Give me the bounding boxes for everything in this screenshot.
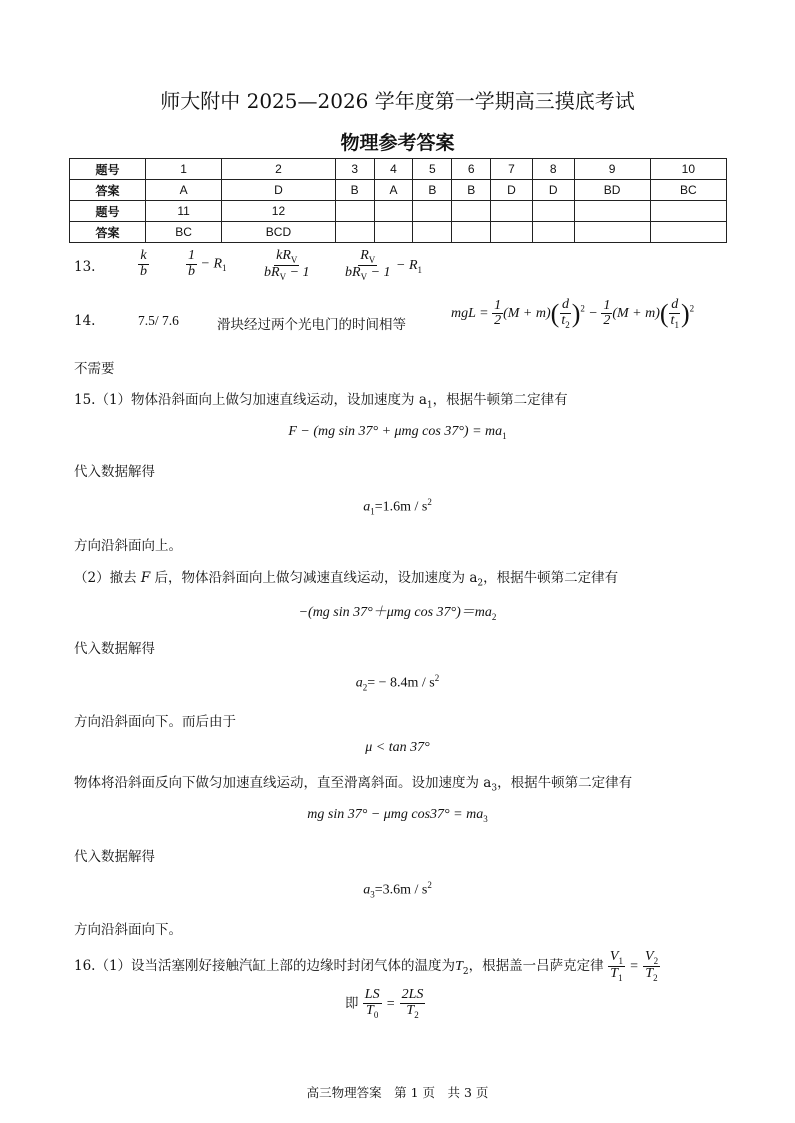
q13-number: 13. — [74, 259, 96, 275]
term: a — [355, 675, 363, 691]
frac-denominator — [608, 967, 624, 983]
subscript: 1 — [222, 263, 227, 274]
text: ，根据牛顿第二定律有 — [483, 570, 619, 586]
frac-numerator — [358, 249, 377, 266]
table-cell: 6 — [452, 159, 491, 180]
mass-term: (M + m) — [612, 306, 660, 322]
table-cell: 5 — [413, 159, 452, 180]
mass-term: (M + m) — [503, 306, 551, 322]
term: V — [609, 949, 619, 964]
row-header: 题号 — [70, 201, 146, 222]
q15-result-2 — [0, 673, 795, 692]
frac-numerator: d — [671, 297, 679, 312]
table-cell: D — [222, 180, 336, 201]
subscript: 2 — [462, 966, 469, 977]
subscript: V — [360, 272, 368, 283]
table-cell — [413, 222, 452, 243]
table-cell: BC — [650, 180, 726, 201]
q15-direction-1: 方向沿斜面向上。 — [74, 538, 182, 554]
q15-direction-3: 方向沿斜面向下。 — [74, 922, 182, 938]
table-cell — [532, 201, 574, 222]
table-row — [70, 180, 727, 201]
equation: −(mg sin 37°＋μmg cos 37°)＝ma — [298, 605, 492, 620]
q15-result-3 — [0, 880, 795, 899]
table-row — [70, 201, 727, 222]
table-cell — [335, 201, 374, 222]
subscript: 2 — [653, 973, 658, 984]
frac-numerator: 1 — [494, 297, 502, 313]
term: kR — [276, 248, 291, 263]
text: 后，物体沿斜面向上做匀减速直线运动，设加速度为 a — [150, 570, 478, 586]
term: bR — [345, 265, 361, 281]
frac-denominator — [643, 967, 659, 983]
table-cell: 1 — [146, 159, 222, 180]
table-cell — [650, 201, 726, 222]
superscript: 2 — [434, 673, 440, 683]
frac-denominator — [404, 1004, 420, 1020]
superscript: 2 — [427, 497, 432, 507]
subscript: 2 — [477, 578, 484, 589]
eq-lhs: mgL = — [451, 306, 489, 322]
subscript: 1 — [370, 506, 375, 517]
table-cell: 4 — [374, 159, 413, 180]
page-subtitle: 物理参考答案 — [340, 132, 455, 154]
term: T — [610, 966, 619, 982]
table-cell — [452, 201, 491, 222]
subscript: V — [279, 272, 287, 283]
q15-direction-2: 方向沿斜面向下。而后由于 — [74, 714, 236, 730]
text: ，根据牛顿第二定律有 — [432, 392, 568, 408]
term: a — [363, 499, 371, 515]
subscript: 1 — [426, 400, 433, 411]
text: 16.（1）设当活塞刚好接触汽缸上部的边缘时封闭气体的温度为 — [74, 958, 456, 975]
subscript: 3 — [491, 783, 498, 794]
frac-denominator — [364, 1004, 380, 1020]
table-cell — [574, 222, 650, 243]
subscript: V — [290, 254, 298, 265]
subscript: 1 — [674, 319, 679, 330]
value: = − 8.4m / s — [367, 675, 435, 691]
term: T — [406, 1002, 415, 1018]
q15-inequality: μ < tan 37° — [365, 740, 430, 755]
table-cell — [374, 201, 413, 222]
frac-numerator: k — [140, 248, 147, 263]
text: （2）撤去 — [74, 570, 141, 586]
table-cell: 9 — [574, 159, 650, 180]
table-cell: 3 — [335, 159, 374, 180]
frac-numerator: 2LS — [401, 987, 424, 1002]
subscript: 1 — [618, 973, 623, 984]
table-cell — [413, 201, 452, 222]
frac-denominator — [343, 266, 393, 282]
superscript: 2 — [580, 303, 585, 314]
table-cell — [491, 201, 533, 222]
q15-part1-text — [74, 388, 568, 411]
frac-denominator: b — [140, 263, 147, 279]
table-cell — [452, 222, 491, 243]
subscript: 3 — [483, 813, 488, 824]
superscript: 2 — [689, 303, 695, 314]
q13-answer-3 — [262, 249, 312, 282]
subscript: 0 — [373, 1009, 379, 1020]
frac-ls-t0 — [363, 988, 382, 1020]
frac-denominator: 2 — [603, 313, 611, 329]
term: R — [360, 248, 369, 263]
term: t — [561, 312, 566, 328]
frac-2ls-t2 — [400, 988, 426, 1020]
frac-v2-t2 — [643, 950, 660, 983]
q14-equation: mgL = $\frac{1}{2}$ (M + m)( $\frac{d}{t_2}$ )$^2$ − $\frac{1}{2}$ (M + m)( $\frac{d}{t_1}$ )$^2$ — [451, 297, 695, 330]
text: 15.（1）物体沿斜面向上做匀加速直线运动，设加速度为 a — [74, 392, 427, 408]
table-cell: D — [491, 180, 533, 201]
equation: F − (mg sin 37° + μmg cos 37°) = ma — [288, 424, 503, 439]
q16-part1-text — [74, 950, 660, 983]
q16-eq-ratio — [345, 988, 425, 1020]
table-cell — [335, 222, 374, 243]
table-cell — [491, 222, 533, 243]
expr-tail: − R — [396, 257, 418, 273]
subscript: 3 — [370, 889, 375, 900]
frac-numerator — [608, 950, 625, 967]
subscript: 2 — [565, 319, 570, 330]
q13-answer-1 — [138, 249, 149, 279]
frac-denominator: 2 — [494, 313, 502, 329]
subscript: 1 — [417, 264, 423, 275]
subscript: 2 — [414, 1009, 419, 1020]
table-cell — [532, 222, 574, 243]
term: T — [366, 1002, 374, 1018]
table-cell — [650, 222, 726, 243]
frac-numerator: 1 — [188, 248, 195, 263]
table-cell — [574, 201, 650, 222]
q14-number: 14. — [74, 313, 96, 329]
equals-sign: = — [385, 996, 396, 1012]
minus-sign: − — [588, 306, 598, 322]
table-cell: 2 — [222, 159, 336, 180]
frac-denominator — [669, 314, 681, 330]
row-header: 题号 — [70, 159, 146, 180]
table-cell: 11 — [146, 201, 222, 222]
table-cell: D — [532, 180, 574, 201]
subscript: 2 — [362, 682, 368, 693]
table-cell: A — [146, 180, 222, 201]
text: 物体将沿斜面反向下做匀加速直线运动，直至滑离斜面。设加速度为 a — [74, 775, 492, 791]
table-cell: BD — [574, 180, 650, 201]
text: 即 — [345, 995, 359, 1012]
q13-answer-2 — [186, 249, 227, 279]
subscript: 2 — [491, 611, 497, 622]
table-cell: B — [335, 180, 374, 201]
table-cell: 7 — [491, 159, 533, 180]
term: − 1 — [367, 265, 391, 281]
subscript: V — [368, 254, 376, 265]
page-title: 师大附中 2025—2026 学年度第一学期高三摸底考试 — [160, 89, 635, 113]
q14-answer-2: 滑块经过两个光电门的时间相等 — [217, 317, 406, 333]
q15-solve-1: 代入数据解得 — [74, 464, 155, 480]
subscript: 1 — [502, 430, 507, 441]
frac-denominator — [262, 266, 312, 282]
answer-table — [69, 158, 727, 243]
term: T — [645, 966, 654, 982]
table-cell: B — [413, 180, 452, 201]
page-footer: 高三物理答案 第 1 页 共 3 页 — [306, 1085, 489, 1100]
row-header: 答案 — [70, 180, 146, 201]
frac-numerator — [274, 249, 299, 266]
frac-numerator — [643, 950, 660, 967]
q15-part3-text — [74, 771, 632, 794]
table-cell: A — [374, 180, 413, 201]
table-cell: 10 — [650, 159, 726, 180]
term: T — [455, 959, 463, 975]
equation: mg sin 37° − μmg cos37° = ma — [307, 807, 484, 822]
superscript: 2 — [427, 880, 432, 890]
frac-numerator: LS — [364, 987, 380, 1002]
subscript: 2 — [653, 955, 659, 966]
q15-solve-3: 代入数据解得 — [74, 849, 155, 865]
q15-eq1 — [0, 424, 795, 441]
q14-extra: 不需要 — [74, 361, 115, 377]
value: =1.6m / s — [374, 499, 428, 515]
term: − 1 — [286, 265, 310, 281]
table-cell: B — [452, 180, 491, 201]
expr-tail: − R — [200, 256, 222, 272]
frac-denominator: b — [188, 263, 195, 279]
q14-answer-1: 7.5/ 7.6 — [138, 313, 179, 328]
q15-part2-text — [74, 566, 618, 589]
table-cell: BCD — [222, 222, 336, 243]
table-cell: BC — [146, 222, 222, 243]
frac-numerator: 1 — [603, 297, 611, 313]
term: a — [363, 882, 371, 898]
term: bR — [264, 265, 280, 281]
q15-eq3 — [0, 807, 795, 824]
table-cell — [374, 222, 413, 243]
subscript: 1 — [618, 955, 623, 966]
value: =3.6m / s — [374, 882, 428, 898]
table-cell: 8 — [532, 159, 574, 180]
table-row — [70, 159, 727, 180]
q13-answer-4 — [343, 249, 422, 282]
frac-numerator: d — [562, 297, 569, 312]
q15-eq2 — [0, 601, 795, 622]
q15-result-1 — [0, 497, 795, 516]
term: F — [140, 570, 151, 586]
equals-sign: = — [629, 959, 639, 975]
text: ，根据盖一吕萨克定律 — [468, 958, 604, 975]
term: V — [645, 949, 654, 964]
q15-solve-2: 代入数据解得 — [74, 641, 155, 657]
table-row — [70, 222, 727, 243]
frac-v1-t1 — [608, 950, 625, 983]
table-cell: 12 — [222, 201, 336, 222]
frac-denominator — [559, 314, 571, 330]
text: ，根据牛顿第二定律有 — [497, 775, 633, 791]
term: t — [670, 312, 675, 328]
row-header: 答案 — [70, 222, 146, 243]
